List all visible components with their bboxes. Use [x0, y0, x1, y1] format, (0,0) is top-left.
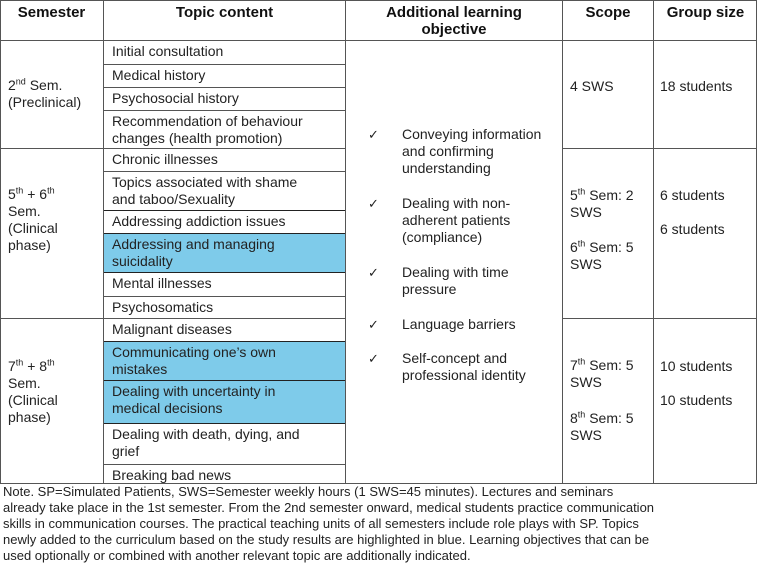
- scope-cell-2b: 6th Sem: 5 SWS: [570, 238, 634, 272]
- semester-cell-2: 5th + 6th Sem. (Clinical phase): [8, 185, 58, 253]
- group-rule-1b: [562, 148, 757, 149]
- group-cell-2a: 6 students: [660, 187, 725, 203]
- objective-item: ✓ Dealing with non- adherent patients (compliance): [368, 195, 511, 245]
- header-group-size: Group size: [666, 4, 745, 21]
- topic-row: Initial consultation: [112, 43, 224, 59]
- topic-row: Malignant diseases: [104, 318, 345, 341]
- topic-row: Addressing addiction issues: [104, 210, 345, 233]
- group-cell-3a: 10 students: [660, 358, 733, 374]
- col-rule-4: [653, 0, 654, 484]
- checkmark-icon: ✓: [368, 317, 379, 332]
- group-rule-1a: [0, 148, 104, 149]
- topic-row: Recommendation of behaviour changes (health promotion): [104, 110, 345, 148]
- topic-row: Psychosomatics: [104, 296, 345, 318]
- scope-cell-2a: 5th Sem: 2 SWS: [570, 186, 634, 220]
- objective-item: ✓ Language barriers: [368, 316, 516, 332]
- topic-row: Breaking bad news: [104, 464, 345, 484]
- checkmark-icon: ✓: [368, 127, 379, 142]
- scope-cell-3b: 8th Sem: 5 SWS: [570, 409, 634, 443]
- header-objective: Additional learning objective: [386, 4, 522, 38]
- header-topic: Topic content: [175, 4, 274, 21]
- semester-cell-3: 7th + 8th Sem. (Clinical phase): [8, 357, 58, 425]
- topic-row: Dealing with death, dying, and grief: [112, 426, 300, 459]
- col-rule-2: [345, 0, 346, 484]
- checkmark-icon: ✓: [368, 351, 379, 366]
- objective-item: ✓ Conveying information and confirming understanding: [368, 126, 542, 176]
- header-scope: Scope: [585, 4, 631, 21]
- col-rule-3: [562, 0, 563, 484]
- topic-row: Topics associated with shame and taboo/Sexuality: [104, 171, 345, 210]
- topic-row-highlighted: Communicating one’s own mistakes: [104, 341, 345, 380]
- objective-item: ✓ Self-concept and professional identity: [368, 350, 526, 383]
- topic-row-highlighted: Dealing with uncertainty in medical decisions: [104, 380, 345, 424]
- topic-row: Mental illnesses: [112, 275, 212, 291]
- group-cell-3b: 10 students: [660, 392, 733, 408]
- checkmark-icon: ✓: [368, 265, 379, 280]
- group-rule-2a: [0, 318, 104, 319]
- checkmark-icon: ✓: [368, 196, 379, 211]
- scope-cell-3a: 7th Sem: 5 SWS: [570, 356, 634, 390]
- semester-cell-1: 2nd Sem. (Preclinical): [8, 76, 82, 110]
- topic-row: Chronic illnesses: [104, 148, 345, 171]
- group-rule-2b: [562, 318, 757, 319]
- topic-row-highlighted: Addressing and managing suicidality: [104, 233, 345, 273]
- table-note: Note. SP=Simulated Patients, SWS=Semester weekly hours (1 SWS=45 minutes). Lectures and seminars already take place in the 1st semester. From the 2nd semester onward, medical students practice communication skills in communication courses. The practical teaching units of all semesters include role plays with SP. Topics newly added to the curriculum based on the study results are highlighted in blue. Learning objectives that can be used optionally or combined with another relevant topic are additionally indicated.: [3, 484, 655, 563]
- topic-row: Psychosocial history: [104, 87, 345, 110]
- group-cell-2b: 6 students: [660, 221, 725, 237]
- objective-item: ✓ Dealing with time pressure: [368, 264, 509, 297]
- header-semester: Semester: [17, 4, 86, 21]
- scope-cell-1: 4 SWS: [570, 78, 614, 94]
- group-cell-1: 18 students: [660, 78, 733, 94]
- topic-row: Medical history: [104, 64, 345, 87]
